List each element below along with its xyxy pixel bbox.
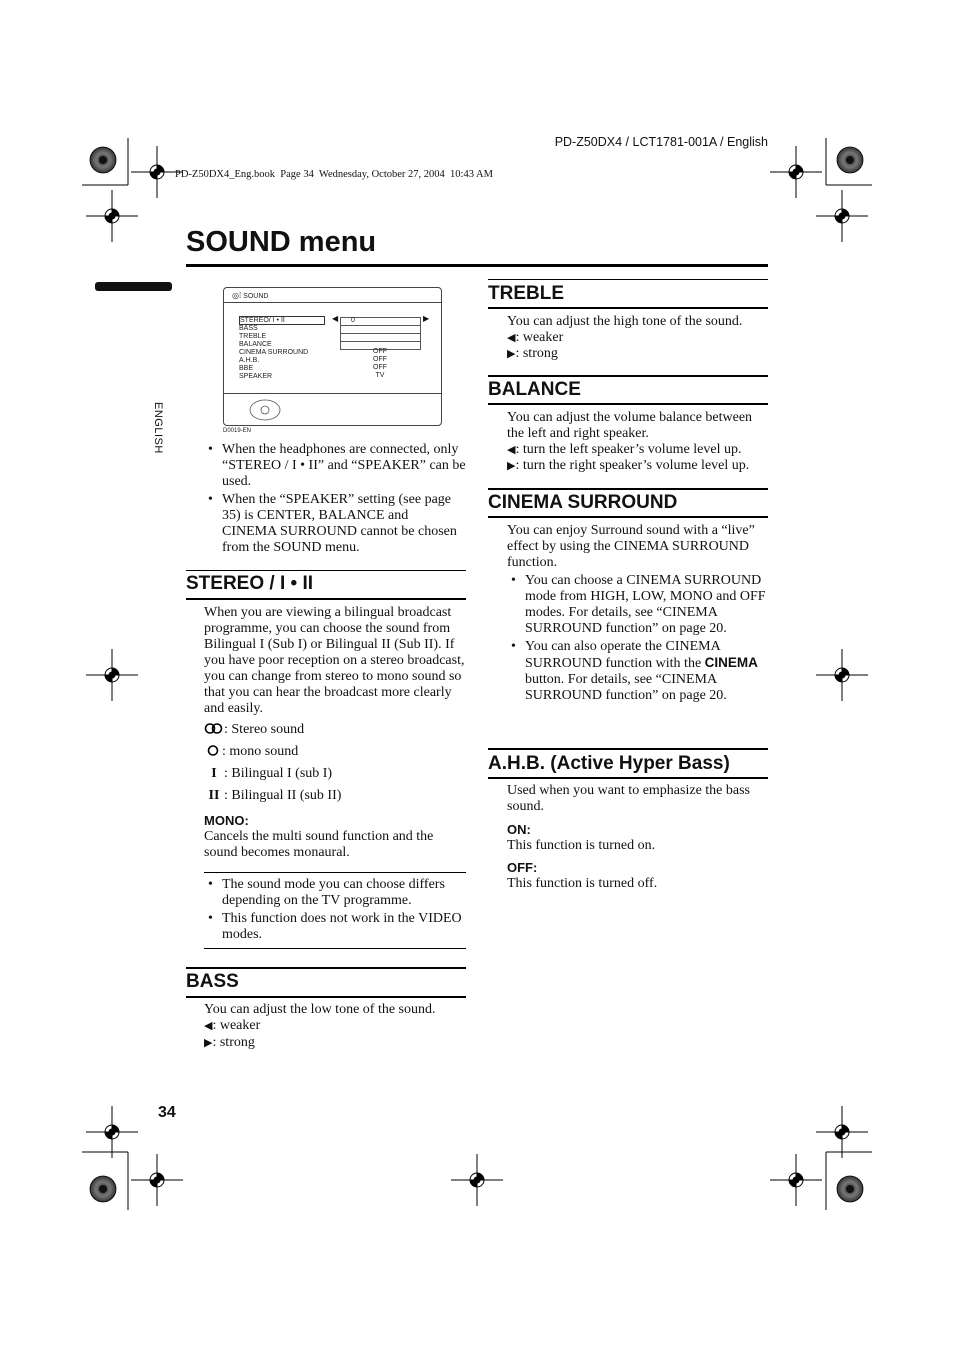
list-item: • This function does not work in the VIDEO modes. bbox=[204, 911, 466, 943]
osd-items bbox=[239, 316, 325, 381]
right-arrow-icon: ▶ bbox=[507, 347, 516, 360]
treble-heading: TREBLE bbox=[488, 283, 564, 304]
ahb-body: Used when you want to emphasize the bass sound. bbox=[507, 783, 750, 814]
list-item: • When the “SPEAKER” setting (see page 35) is CENTER, BALANCE and CINEMA SURROUND cannot be chosen from the SOUND menu. bbox=[204, 492, 466, 556]
bass-heading: BASS bbox=[186, 971, 239, 992]
off-heading: OFF: bbox=[507, 860, 538, 875]
balance-heading: BALANCE bbox=[488, 379, 581, 400]
cinema-heading: CINEMA SURROUND bbox=[488, 492, 678, 513]
osd-item: BBE bbox=[239, 365, 254, 372]
stereo-notes bbox=[204, 877, 466, 943]
page-title: SOUND menu bbox=[186, 226, 377, 258]
cinema-body: You can enjoy Surround sound with a “live” effect by using the CINEMA SURROUND function. bbox=[507, 523, 755, 570]
right-arrow-icon: ▶ bbox=[204, 1036, 213, 1049]
treble-left: ◀: weaker bbox=[507, 330, 564, 345]
left-arrow-icon: ◀ bbox=[507, 331, 516, 344]
on-heading: ON: bbox=[507, 822, 531, 837]
remote-buttons-icon bbox=[248, 399, 282, 421]
osd-item: BALANCE bbox=[239, 341, 272, 348]
osd-level: 0 bbox=[351, 317, 355, 324]
osd-values: OFF OFF OFF TV bbox=[373, 348, 387, 379]
bass-left: ◀: weaker bbox=[204, 1018, 261, 1033]
osd-item: BASS bbox=[239, 325, 258, 332]
osd-item: A.H.B. bbox=[239, 357, 260, 364]
balance-body: You can adjust the volume balance between the left and right speaker. bbox=[507, 410, 753, 441]
mono-sound-icon bbox=[204, 745, 222, 756]
osd-screen bbox=[223, 287, 442, 426]
cinema-section bbox=[507, 523, 769, 704]
osd-left-arrow: ◀ bbox=[332, 314, 339, 323]
intro-notes bbox=[204, 442, 466, 556]
bass-section bbox=[204, 1002, 466, 1051]
title-rule bbox=[186, 264, 768, 267]
on-body: This function is turned on. bbox=[507, 838, 656, 853]
left-arrow-icon: ◀ bbox=[507, 443, 516, 456]
mode-bilingual-1: I : Bilingual I (sub I) bbox=[211, 766, 333, 781]
treble-right: ▶: strong bbox=[507, 346, 558, 361]
osd-item: TREBLE bbox=[239, 333, 267, 340]
stereo-heading: STEREO / I • II bbox=[186, 573, 314, 594]
bass-right: ▶: strong bbox=[204, 1035, 255, 1050]
off-body: This function is turned off. bbox=[507, 876, 658, 891]
osd-item: STEREO/ I • II bbox=[239, 316, 325, 325]
stereo-body: When you are viewing a bilingual broadcast programme, you can choose the sound from Bilingual I (Sub I) or Bilingual II (Sub II). If you have poor reception on a stereo broadcast, you can change from stereo to mono sound so that you can hear the broadcast more clearly and easily. bbox=[204, 605, 465, 716]
page-number: 34 bbox=[158, 1104, 176, 1121]
left-arrow-icon: ◀ bbox=[204, 1019, 213, 1032]
bass-body: You can adjust the low tone of the sound. bbox=[204, 1002, 436, 1017]
osd-level-bars bbox=[340, 317, 421, 350]
treble-section bbox=[507, 314, 769, 362]
doc-code: PD-Z50DX4 / LCT1781-001A / English bbox=[554, 135, 768, 149]
osd-item: CINEMA SURROUND bbox=[239, 349, 309, 356]
list-item: • You can choose a CINEMA SURROUND mode from HIGH, LOW, MONO and OFF modes. For details, see “CINEMA SURROUND function” on page 20. bbox=[507, 573, 769, 637]
book-info: PD-Z50DX4_Eng.book Page 34 Wednesday, October 27, 2004 10:43 AM bbox=[175, 169, 493, 180]
list-item: • When the headphones are connected, only “STEREO / I • II” and “SPEAKER” can be used. bbox=[204, 442, 466, 490]
right-arrow-icon: ▶ bbox=[507, 459, 516, 472]
cinema-key-label: CINEMA bbox=[704, 655, 758, 670]
speaker-icon: ◎⁞ bbox=[232, 291, 242, 300]
osd-code: D0019-EN bbox=[223, 428, 252, 434]
list-item: • You can also operate the CINEMA SURROUND function with the CINEMA button. For details, see “CINEMA SURROUND function” on page 20. bbox=[507, 639, 769, 704]
stereo-sound-icon bbox=[204, 723, 224, 734]
osd-item: SPEAKER bbox=[239, 373, 273, 380]
mode-stereo: : Stereo sound bbox=[204, 722, 466, 744]
balance-right: ▶: turn the right speaker’s volume level up. bbox=[507, 458, 750, 473]
side-label: ENGLISH bbox=[152, 402, 164, 454]
ahb-heading: A.H.B. (Active Hyper Bass) bbox=[488, 753, 730, 774]
stereo-modes bbox=[204, 722, 466, 810]
balance-section bbox=[507, 410, 769, 474]
mode-bilingual-2: II : Bilingual II (sub II) bbox=[208, 788, 342, 803]
balance-left: ◀: turn the left speaker’s volume level up. bbox=[507, 442, 742, 457]
osd-title: ◎⁞ SOUND bbox=[232, 291, 269, 300]
mode-mono: : mono sound bbox=[204, 744, 466, 766]
osd-right-arrow: ▶ bbox=[423, 314, 430, 323]
mono-heading: MONO: bbox=[204, 813, 249, 828]
treble-body: You can adjust the high tone of the sound. bbox=[507, 314, 743, 329]
list-item: • The sound mode you can choose differs depending on the TV programme. bbox=[204, 877, 466, 909]
mono-body: Cancels the multi sound function and the sound becomes monaural. bbox=[204, 829, 434, 860]
